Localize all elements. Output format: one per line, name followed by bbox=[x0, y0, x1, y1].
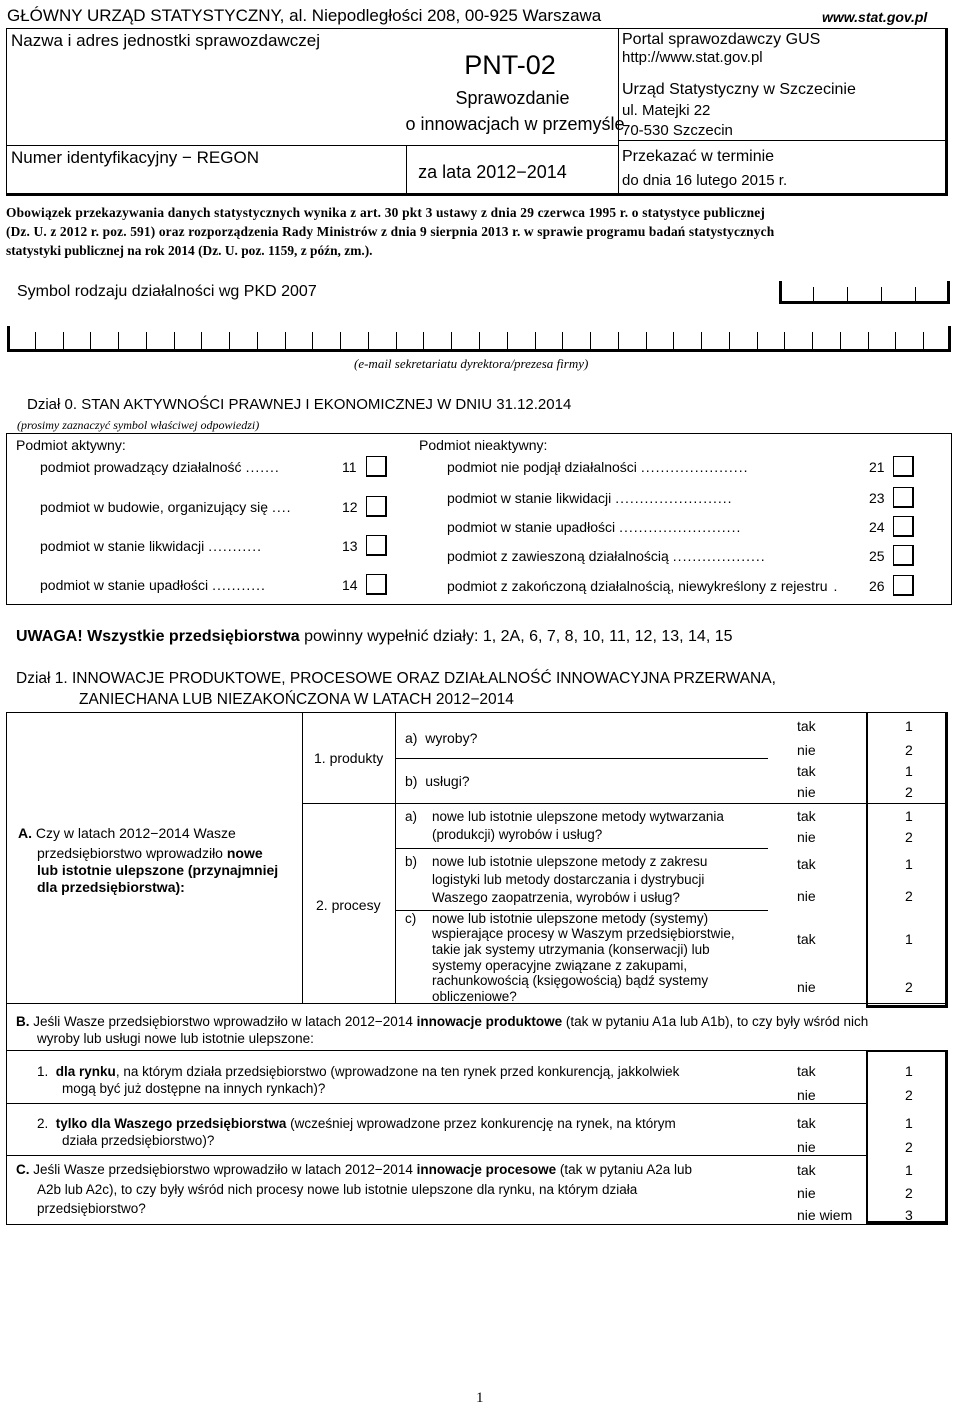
deadline-date: do dnia 16 lutego 2015 r. bbox=[622, 172, 788, 189]
email-comb-tick bbox=[35, 332, 36, 350]
c-line-1: C. Jeśli Wasze przedsiębiorstwo wprowadziło w latach 2012−2014 innowacje procesowe (tak w pytaniu A2a lub bbox=[16, 1162, 693, 1177]
uwaga-notice bbox=[16, 628, 733, 646]
pkd-label: Symbol rodzaju działalności wg PKD 2007 bbox=[17, 283, 317, 300]
ans-c-tak: tak bbox=[797, 1162, 816, 1178]
email-comb-tick bbox=[868, 332, 869, 350]
p-c-line-5: rachunkowością (księgowością) bądź systemy bbox=[432, 973, 709, 988]
active-header: Podmiot aktywny: bbox=[16, 437, 126, 453]
p-b-line-1: nowe lub istotnie ulepszone metody z zakresu bbox=[432, 854, 708, 869]
portal-url[interactable]: http://www.stat.gov.pl bbox=[622, 49, 763, 66]
email-comb-tick bbox=[923, 332, 924, 350]
ans-b1-nie: nie bbox=[797, 1087, 816, 1103]
p-c-line-3: takie jak systemy utrzymania (konserwacji) lub bbox=[432, 942, 710, 957]
email-comb-tick bbox=[701, 332, 702, 350]
table-a-col-2 bbox=[395, 712, 396, 1004]
email-comb-tick bbox=[285, 332, 286, 350]
dzial1-title-text-1: INNOWACJE PRODUKTOWE, PROCESOWE ORAZ DZIAŁALNOŚĆ INNOWACYJNA PRZERWANA, bbox=[72, 670, 776, 687]
form-title-2: o innowacjach w przemyśle bbox=[405, 114, 625, 134]
ans-a2c-1[interactable]: 1 bbox=[905, 931, 913, 947]
a-line-2: przedsiębiorstwo wprowadziło nowe bbox=[37, 845, 263, 861]
code-23: 23 bbox=[869, 490, 885, 506]
form-code: PNT-02 bbox=[464, 50, 556, 80]
ans-a2b-tak: tak bbox=[797, 856, 816, 872]
table-a-col-1 bbox=[302, 712, 303, 1004]
ans-a2a-tak: tak bbox=[797, 808, 816, 824]
products-label: 1. produkty bbox=[314, 750, 384, 766]
ans-a2c-2[interactable]: 2 bbox=[905, 979, 913, 995]
legal-line-1: Obowiązek przekazywania danych statystycznych wynika z art. 30 pkt 3 ustawy z dnia 29 czerwca 1995 r. o statystyce publicznej bbox=[6, 205, 766, 220]
uwaga-prefix: UWAGA! bbox=[16, 628, 83, 645]
a-line-4: dla przedsiębiorstwa): bbox=[37, 879, 185, 895]
form-title-1: Sprawozdanie bbox=[455, 88, 570, 108]
email-comb-tick bbox=[257, 332, 258, 350]
p-c-line-2: wspierające procesy w Waszym przedsiębiorstwie, bbox=[432, 926, 735, 941]
email-comb-tick bbox=[174, 332, 175, 350]
pkd-input[interactable] bbox=[779, 281, 950, 303]
email-comb-tick bbox=[312, 332, 313, 350]
code-21: 21 bbox=[869, 459, 885, 475]
code-13: 13 bbox=[342, 538, 358, 554]
p-b-letter: b) bbox=[405, 854, 418, 869]
email-input[interactable] bbox=[7, 326, 951, 352]
p-c-line-1: nowe lub istotnie ulepszone metody (systemy) bbox=[432, 911, 709, 926]
dzial1-title-2: ZANIECHANA LUB NIEZAKOŃCZONA W LATACH 2012−2014 bbox=[79, 691, 514, 708]
email-comb-tick bbox=[562, 332, 563, 350]
code-14: 14 bbox=[342, 577, 358, 593]
ans-b2-1[interactable]: 1 bbox=[905, 1115, 913, 1131]
bc-bottom-border bbox=[6, 1224, 948, 1225]
office-line: GŁÓWNY URZĄD STATYSTYCZNY, al. Niepodległości 208, 00-925 Warszawa bbox=[7, 6, 602, 25]
p-c-line-4: systemy operacyjne związane z zakupami, bbox=[432, 958, 688, 973]
a-line-1: A. Czy w latach 2012−2014 Wasze bbox=[18, 825, 236, 841]
ans-a2c-nie: nie bbox=[797, 979, 816, 995]
dzial0-title bbox=[27, 396, 571, 413]
inactive-row-21: podmiot nie podjął działalności ...................... bbox=[447, 459, 749, 475]
code-24: 24 bbox=[869, 519, 885, 535]
checkbox-26[interactable] bbox=[893, 575, 914, 596]
ans-a2b-1[interactable]: 1 bbox=[905, 856, 913, 872]
regon-label: Numer identyfikacyjny − REGON bbox=[11, 148, 259, 167]
dzial1-title-1 bbox=[16, 670, 776, 688]
office-city: 70-530 Szczecin bbox=[622, 122, 733, 139]
office-street: ul. Matejki 22 bbox=[622, 102, 711, 119]
ans-a2b-nie: nie bbox=[797, 888, 816, 904]
ans-c-2[interactable]: 2 bbox=[905, 1185, 913, 1201]
ans-a1a-tak: tak bbox=[797, 718, 816, 734]
email-comb-tick bbox=[646, 332, 647, 350]
email-comb-tick bbox=[784, 332, 785, 350]
deadline-divider bbox=[618, 140, 948, 141]
code-26: 26 bbox=[869, 578, 885, 594]
email-comb-tick bbox=[729, 332, 730, 350]
inactive-header: Podmiot nieaktywny: bbox=[419, 437, 548, 453]
website: www.stat.gov.pl bbox=[822, 9, 928, 25]
inactive-row-23: podmiot w stanie likwidacji ........................ bbox=[447, 490, 733, 506]
q-b1: b) usługi? bbox=[405, 773, 470, 789]
table-a-ab-divider bbox=[395, 758, 768, 759]
ans-c-1[interactable]: 1 bbox=[905, 1162, 913, 1178]
email-comb-tick bbox=[535, 332, 536, 350]
portal-label: Portal sprawozdawczy GUS bbox=[622, 31, 821, 48]
active-row-14: podmiot w stanie upadłości ........... bbox=[40, 577, 266, 593]
email-comb-tick bbox=[90, 332, 91, 350]
ans-a1a-nie: nie bbox=[797, 742, 816, 758]
inactive-row-25: podmiot z zawieszoną działalnością ................... bbox=[447, 548, 766, 564]
ans-a1a-1[interactable]: 1 bbox=[905, 718, 913, 734]
office-name: Urząd Statystyczny w Szczecinie bbox=[622, 81, 856, 98]
email-comb-tick bbox=[451, 332, 452, 350]
email-comb-tick bbox=[479, 332, 480, 350]
ans-a1b-2[interactable]: 2 bbox=[905, 784, 913, 800]
ans-c-3[interactable]: 3 bbox=[905, 1207, 913, 1223]
bc-left-border bbox=[6, 1004, 7, 1224]
p-c-line-6: obliczeniowe? bbox=[432, 989, 517, 1004]
deadline-label: Przekazać w terminie bbox=[622, 148, 775, 165]
legal-line-2: (Dz. U. z 2012 r. poz. 591) oraz rozporządzenia Rady Ministrów z dnia 9 sierpnia 2013 r. w sprawie programu badań statystycznych bbox=[6, 224, 775, 239]
dzial0-note: (prosimy zaznaczyć symbol właściwej odpowiedzi) bbox=[17, 418, 260, 432]
period: za lata 2012−2014 bbox=[418, 162, 567, 182]
email-comb-tick bbox=[618, 332, 619, 350]
email-comb-tick bbox=[146, 332, 147, 350]
p-c-letter: c) bbox=[405, 911, 417, 926]
active-row-13: podmiot w stanie likwidacji ........... bbox=[40, 538, 262, 554]
b-divider bbox=[6, 1050, 866, 1051]
ans-b2-nie: nie bbox=[797, 1139, 816, 1155]
ans-b2-2[interactable]: 2 bbox=[905, 1139, 913, 1155]
p-a-line-1: nowe lub istotnie ulepszone metody wytwarzania bbox=[432, 809, 724, 824]
checkbox-12[interactable] bbox=[366, 496, 387, 517]
ans-c-nie-wiem: nie wiem bbox=[797, 1207, 853, 1223]
ans-b1-1[interactable]: 1 bbox=[905, 1063, 913, 1079]
a-line-3: lub istotnie ulepszone (przynajmniej bbox=[37, 862, 279, 878]
email-comb-tick bbox=[396, 332, 397, 350]
legal-line-3: statystyki publicznej na rok 2014 (Dz. U. poz. 1159, z późn, zm.). bbox=[6, 243, 373, 258]
dzial0-prefix: Dział 0. bbox=[27, 396, 78, 413]
b-line-1: B. Jeśli Wasze przedsiębiorstwo wprowadziło w latach 2012−2014 innowacje produktowe (tak w pytaniu A1a lub A1b), to czy były wśród nich bbox=[16, 1014, 869, 1029]
uwaga-rest: powinny wypełnić działy: bbox=[304, 628, 479, 645]
ans-a1b-tak: tak bbox=[797, 763, 816, 779]
b2-line-2: działa przedsiębiorstwo)? bbox=[62, 1133, 215, 1148]
email-comb-tick bbox=[840, 332, 841, 350]
email-comb-tick bbox=[590, 332, 591, 350]
b2-line-1: 2. tylko dla Waszego przedsiębiorstwa (wcześniej wprowadzone przez konkurencję na rynek, na którym bbox=[37, 1116, 676, 1131]
p-b-line-3: Waszego zaopatrzenia, wyrobów i usług? bbox=[432, 890, 680, 905]
checkbox-24[interactable] bbox=[893, 516, 914, 537]
ans-b1-tak: tak bbox=[797, 1063, 816, 1079]
email-comb-tick bbox=[507, 332, 508, 350]
email-comb-tick bbox=[368, 332, 369, 350]
checkbox-23[interactable] bbox=[893, 487, 914, 508]
b1-divider bbox=[6, 1103, 866, 1104]
email-comb-tick bbox=[340, 332, 341, 350]
email-comb-tick bbox=[757, 332, 758, 350]
email-comb-tick bbox=[895, 332, 896, 350]
c-line-3: przedsiębiorstwo? bbox=[37, 1201, 146, 1216]
checkbox-21[interactable] bbox=[893, 456, 914, 477]
ans-b1-2[interactable]: 2 bbox=[905, 1087, 913, 1103]
email-comb-tick bbox=[423, 332, 424, 350]
email-caption: (e-mail sekretariatu dyrektora/prezesa firmy) bbox=[354, 356, 589, 371]
table-a-pa-divider bbox=[395, 848, 768, 849]
email-comb-tick bbox=[118, 332, 119, 350]
code-11: 11 bbox=[342, 459, 357, 475]
page-number: 1 bbox=[476, 1390, 484, 1406]
email-comb-tick bbox=[63, 332, 64, 350]
table-a-row-divider bbox=[302, 803, 948, 804]
email-comb-tick bbox=[812, 332, 813, 350]
ans-a1a-2[interactable]: 2 bbox=[905, 742, 913, 758]
code-25: 25 bbox=[869, 548, 885, 564]
p-a-letter: a) bbox=[405, 809, 418, 824]
uwaga-list: 1, 2A, 6, 7, 8, 10, 11, 12, 13, 14, 15 bbox=[482, 628, 733, 645]
checkbox-25[interactable] bbox=[893, 545, 914, 566]
active-row-12: podmiot w budowie, organizujący się .... bbox=[40, 499, 292, 515]
ans-b2-tak: tak bbox=[797, 1115, 816, 1131]
b1-line-2: mogą być już dostępne na innych rynkach)? bbox=[62, 1081, 326, 1096]
ans-a2a-1[interactable]: 1 bbox=[905, 808, 913, 824]
dzial0-title-text: STAN AKTYWNOŚCI PRAWNEJ I EKONOMICZNEJ W DNIU 31.12.2014 bbox=[81, 396, 572, 413]
unit-label: Nazwa i adres jednostki sprawozdawczej bbox=[11, 31, 320, 50]
ans-a1b-nie: nie bbox=[797, 784, 816, 800]
b-line-2: wyroby lub usługi nowe lub istotnie ulepszone: bbox=[37, 1031, 314, 1046]
checkbox-13[interactable] bbox=[366, 535, 387, 556]
email-comb-tick bbox=[229, 332, 230, 350]
c-line-2: A2b lub A2c), to czy były wśród nich procesy nowe lub istotnie ulepszone dla rynku, na którym działa bbox=[37, 1182, 638, 1197]
code-12: 12 bbox=[342, 499, 358, 515]
ans-a2b-2[interactable]: 2 bbox=[905, 888, 913, 904]
email-comb-tick bbox=[201, 332, 202, 350]
inactive-row-24: podmiot w stanie upadłości ......................... bbox=[447, 519, 742, 535]
ans-a1b-1[interactable]: 1 bbox=[905, 763, 913, 779]
p-b-line-2: logistyki lub metody dostarczania i dystrybucji bbox=[432, 872, 705, 887]
period-divider bbox=[406, 145, 618, 146]
checkbox-11[interactable] bbox=[366, 456, 387, 477]
dzial1-prefix: Dział 1. bbox=[16, 670, 68, 687]
regon-divider bbox=[6, 145, 406, 146]
active-row-11: podmiot prowadzący działalność ....... bbox=[40, 459, 280, 475]
processes-label: 2. procesy bbox=[316, 897, 381, 913]
ans-c-nie: nie bbox=[797, 1185, 816, 1201]
ans-a2a-nie: nie bbox=[797, 829, 816, 845]
b2-divider bbox=[6, 1155, 866, 1156]
uwaga-bold: Wszystkie przedsiębiorstwa bbox=[87, 628, 300, 645]
p-a-line-2: (produkcji) wyrobów i usług? bbox=[432, 827, 603, 842]
ans-a2a-2[interactable]: 2 bbox=[905, 829, 913, 845]
q-a1: a) wyroby? bbox=[405, 730, 478, 746]
right-column-divider bbox=[618, 28, 619, 196]
ans-a2c-tak: tak bbox=[797, 931, 816, 947]
checkbox-14[interactable] bbox=[366, 574, 387, 595]
b1-line-1: 1. dla rynku, na którym działa przedsiębiorstwo (wprowadzone na ten rynek przed konkurencją, jakkolwiek bbox=[37, 1064, 680, 1079]
email-comb-tick bbox=[673, 332, 674, 350]
inactive-row-26: podmiot z zakończoną działalnością, niewykreślony z rejestru . bbox=[447, 578, 839, 594]
